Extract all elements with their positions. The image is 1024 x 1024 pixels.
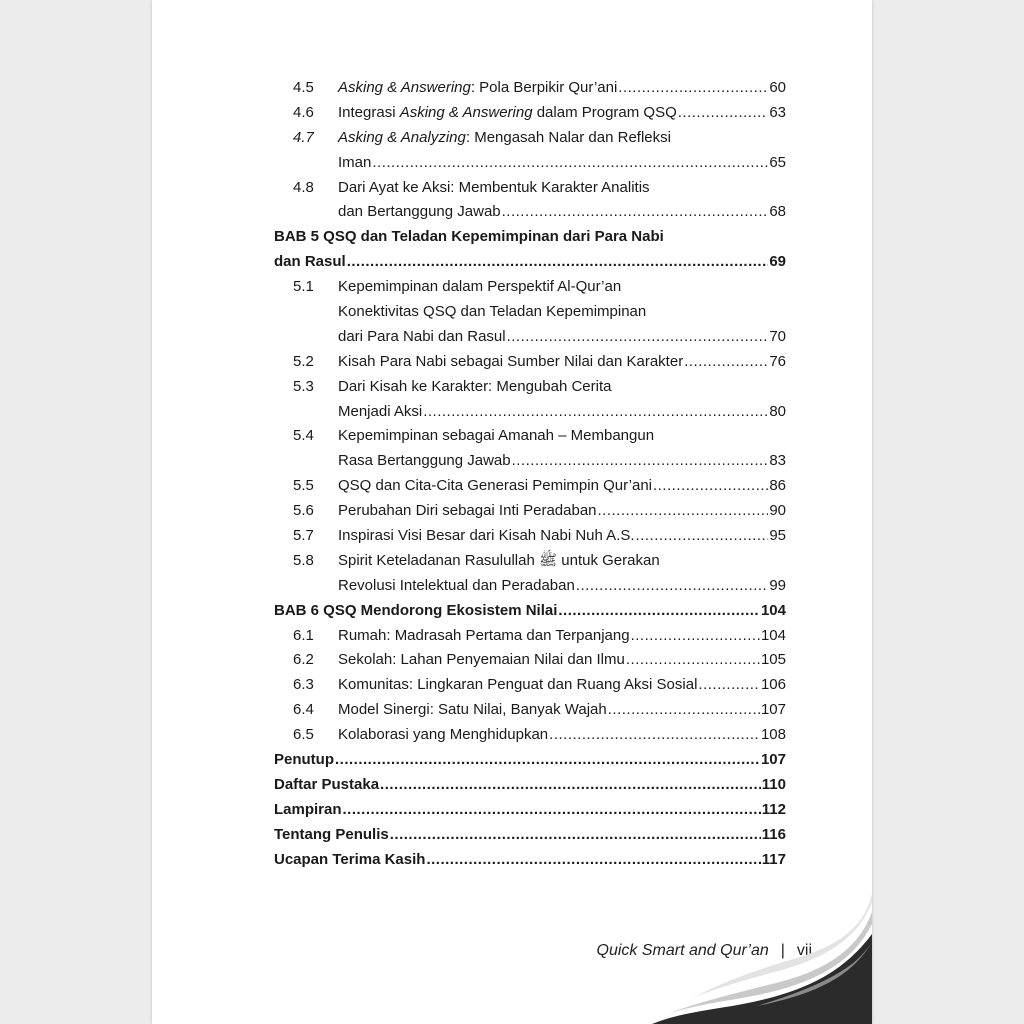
toc-entry-row: [274, 624, 786, 649]
toc-page-number: 68: [769, 203, 786, 221]
toc-entry-title: [338, 400, 422, 425]
toc-section-number: 6.1: [293, 626, 314, 644]
toc-title-segment: Revolusi Intelektual dan Peradaban: [338, 576, 575, 594]
toc-title-segment: Inspirasi Visi Besar dari Kisah Nabi Nuh A.S.: [338, 527, 635, 545]
toc-entry-title: [274, 599, 557, 624]
toc-leader-dots: [512, 449, 769, 474]
footer-separator: |: [780, 942, 785, 959]
toc-leader-dots: [335, 748, 760, 773]
toc-title-segment: Asking & Analyzing: [338, 128, 466, 146]
toc-entry-row: [274, 723, 786, 748]
toc-entry-title: [338, 723, 548, 748]
toc-entry-title: [338, 350, 683, 375]
toc-leader-dots: [372, 151, 768, 176]
toc-entry-title: [274, 823, 389, 848]
toc-chapter-row: [274, 250, 786, 275]
toc-title-segment: Kepemimpinan sebagai Amanah – Membangun: [338, 427, 655, 445]
toc-title-segment: Perubahan Diri sebagai Inti Peradaban: [338, 502, 597, 520]
toc-chapter-row: [274, 748, 786, 773]
toc-page-number: 104: [760, 601, 786, 619]
toc-title-segment: Sekolah: Lahan Penyemaian Nilai dan Ilmu: [338, 651, 625, 669]
toc-page-number: 104: [760, 626, 786, 644]
toc-title-segment: Asking & Answering: [399, 103, 533, 121]
toc-title-segment: dan Rasul: [274, 253, 346, 271]
toc-leader-dots: [576, 574, 768, 599]
toc-entry-title: [274, 748, 334, 773]
toc-leader-dots: [502, 200, 769, 225]
toc-title-segment: Menjadi Aksi: [338, 402, 423, 420]
toc-entry-row: [274, 499, 786, 524]
toc-entry-row: [274, 151, 786, 176]
toc-page-number: 107: [760, 751, 786, 769]
toc-section-number: 6.5: [293, 726, 314, 744]
toc-title-segment: Komunitas: Lingkaran Penguat dan Ruang Aksi Sosial: [338, 676, 698, 694]
toc-title-segment: BAB 6 QSQ Mendorong Ekosistem Nilai: [274, 601, 558, 619]
toc-title-segment: : Pola Berpikir Qur’ani: [470, 79, 618, 96]
toc-entry-row: [274, 101, 786, 126]
toc-entry-title: [338, 474, 652, 499]
toc-page-number: 108: [760, 726, 786, 744]
toc-entry-title: [274, 798, 342, 823]
toc-entry-title: [338, 524, 635, 549]
toc-entry-title: [338, 574, 575, 599]
toc-leader-dots: [626, 648, 760, 673]
table-of-contents: [274, 76, 786, 873]
toc-entry-row: [274, 673, 786, 698]
toc-entry-row: [274, 524, 786, 549]
toc-title-segment: Kolaborasi yang Menghidupkan: [338, 726, 549, 744]
toc-title-segment: Asking & Answering: [338, 79, 471, 96]
toc-page-number: 86: [769, 477, 786, 495]
toc-section-number: 5.2: [293, 352, 314, 370]
toc-page-number: 69: [769, 253, 786, 271]
toc-section-number: 6.3: [293, 676, 314, 694]
toc-entry-title: [338, 176, 650, 201]
toc-entry-row: [274, 200, 786, 225]
toc-section-number: 6.2: [293, 651, 314, 669]
toc-leader-dots: [698, 673, 760, 698]
toc-entry-title: [338, 424, 654, 449]
toc-entry-title: [338, 648, 625, 673]
toc-page-number: 99: [769, 576, 786, 594]
toc-page-number: 60: [769, 79, 786, 96]
toc-title-segment: Konektivitas QSQ dan Teladan Kepemimpinan: [338, 303, 647, 321]
toc-entry-title: [338, 673, 697, 698]
toc-entry-row: [274, 449, 786, 474]
toc-page-number: 116: [761, 825, 786, 843]
toc-title-segment: dari Para Nabi dan Rasul: [338, 327, 506, 345]
toc-title-segment: Integrasi: [338, 103, 400, 121]
toc-leader-dots: [423, 400, 768, 425]
toc-entry-title: [338, 325, 506, 350]
toc-title-segment: Ucapan Terima Kasih: [274, 850, 426, 868]
toc-leader-dots: [380, 773, 761, 798]
toc-leader-dots: [684, 350, 768, 375]
toc-entry-title: [338, 300, 646, 325]
toc-entry-row: [274, 574, 786, 599]
toc-leader-dots: [631, 624, 760, 649]
toc-entry-row: [274, 275, 786, 300]
toc-leader-dots: [598, 499, 769, 524]
toc-page-number: 83: [769, 452, 786, 470]
toc-page-number: 65: [769, 153, 786, 171]
toc-title-segment: Rumah: Madrasah Pertama dan Terpanjang: [338, 626, 630, 644]
toc-title-segment: Daftar Pustaka: [274, 775, 380, 793]
toc-title-segment: dalam Program QSQ: [532, 103, 677, 121]
toc-section-number: 4.7: [293, 128, 314, 146]
toc-title-segment: Kepemimpinan dalam Perspektif Al-Qur’an: [338, 278, 622, 296]
toc-entry-row: [274, 76, 786, 101]
toc-entry-title: [274, 773, 379, 798]
toc-page-number: 106: [760, 676, 786, 694]
toc-chapter-row: [274, 773, 786, 798]
toc-entry-title: [338, 275, 621, 300]
toc-title-segment: QSQ dan Cita-Cita Generasi Pemimpin Qur’ani: [338, 477, 653, 495]
toc-entry-row: [274, 424, 786, 449]
toc-entry-row: [274, 474, 786, 499]
toc-title-segment: Spirit Keteladanan Rasulullah ﷺ untuk Gerakan: [338, 551, 660, 569]
toc-section-number: 4.8: [293, 178, 314, 196]
toc-entry-row: [274, 300, 786, 325]
toc-page-number: 107: [760, 701, 786, 719]
toc-title-segment: BAB 5 QSQ dan Teladan Kepemimpinan dari Para Nabi: [274, 228, 664, 246]
toc-title-segment: Penutup: [274, 751, 334, 769]
toc-section-number: 5.8: [293, 551, 314, 569]
toc-entry-row: [274, 698, 786, 723]
toc-leader-dots: [618, 76, 768, 101]
toc-page-number: 70: [769, 327, 786, 345]
toc-title-segment: Iman: [338, 153, 372, 171]
toc-leader-dots: [608, 698, 760, 723]
toc-section-number: 5.5: [293, 477, 314, 495]
toc-leader-dots: [636, 524, 769, 549]
toc-title-segment: Lampiran: [274, 800, 342, 818]
toc-entry-row: [274, 400, 786, 425]
toc-title-segment: Kisah Para Nabi sebagai Sumber Nilai dan Karakter: [338, 352, 684, 370]
toc-entry-title: [274, 250, 346, 275]
toc-chapter-row: [274, 599, 786, 624]
toc-section-number: 5.7: [293, 527, 314, 545]
corner-swoosh-decoration: [652, 894, 872, 1024]
toc-entry-title: [338, 200, 501, 225]
toc-chapter-row: [274, 798, 786, 823]
toc-entry-title: [338, 151, 371, 176]
toc-leader-dots: [390, 823, 761, 848]
toc-page-number: 110: [761, 775, 786, 793]
toc-page-number: 90: [769, 502, 786, 520]
toc-page-number: 80: [769, 402, 786, 420]
toc-entry-title: [274, 848, 425, 873]
toc-section-number: 5.6: [293, 502, 314, 520]
toc-section-number: 4.5: [293, 79, 314, 96]
toc-chapter-row: [274, 225, 786, 250]
toc-section-number: 5.4: [293, 427, 314, 445]
toc-entry-title: [338, 549, 660, 574]
toc-title-segment: Model Sinergi: Satu Nilai, Banyak Wajah: [338, 701, 607, 719]
footer-book-title: Quick Smart and Qur’an: [596, 942, 769, 959]
toc-entry-title: [274, 225, 664, 250]
toc-section-number: 4.6: [293, 103, 314, 121]
toc-entry-row: [274, 126, 786, 151]
toc-leader-dots: [678, 101, 769, 126]
toc-chapter-row: [274, 848, 786, 873]
toc-page-number: 117: [761, 850, 786, 868]
toc-leader-dots: [507, 325, 769, 350]
toc-leader-dots: [653, 474, 768, 499]
toc-section-number: 5.1: [293, 278, 314, 296]
toc-entry-title: [338, 126, 671, 151]
toc-page-number: 76: [769, 352, 786, 370]
toc-entry-title: [338, 375, 611, 400]
toc-entry-title: [338, 499, 597, 524]
toc-entry-title: [338, 449, 511, 474]
toc-entry-title: [338, 76, 617, 101]
footer-page-number: vii: [796, 942, 812, 959]
book-page: [152, 0, 872, 1024]
toc-section-number: 5.3: [293, 377, 314, 395]
toc-title-segment: Tentang Penulis: [274, 825, 389, 843]
toc-page-number: 95: [769, 527, 786, 545]
toc-title-segment: : Mengasah Nalar dan Refleksi: [465, 128, 671, 146]
toc-entry-row: [274, 648, 786, 673]
toc-entry-title: [338, 624, 630, 649]
toc-entry-row: [274, 375, 786, 400]
toc-page-number: 63: [769, 103, 786, 121]
toc-title-segment: Rasa Bertanggung Jawab: [338, 452, 511, 470]
toc-leader-dots: [558, 599, 760, 624]
toc-entry-row: [274, 325, 786, 350]
toc-chapter-row: [274, 823, 786, 848]
toc-entry-row: [274, 549, 786, 574]
toc-leader-dots: [549, 723, 760, 748]
toc-title-segment: Dari Kisah ke Karakter: Mengubah Cerita: [338, 377, 612, 395]
toc-entry-title: [338, 698, 607, 723]
toc-title-segment: Dari Ayat ke Aksi: Membentuk Karakter Analitis: [338, 178, 650, 196]
toc-title-segment: dan Bertanggung Jawab: [338, 203, 501, 221]
toc-page-number: 112: [761, 800, 786, 818]
toc-leader-dots: [347, 250, 769, 275]
toc-entry-row: [274, 350, 786, 375]
toc-leader-dots: [426, 848, 760, 873]
toc-leader-dots: [343, 798, 761, 823]
toc-section-number: 6.4: [293, 701, 314, 719]
toc-entry-row: [274, 176, 786, 201]
toc-entry-title: [338, 101, 677, 126]
toc-page-number: 105: [760, 651, 786, 669]
